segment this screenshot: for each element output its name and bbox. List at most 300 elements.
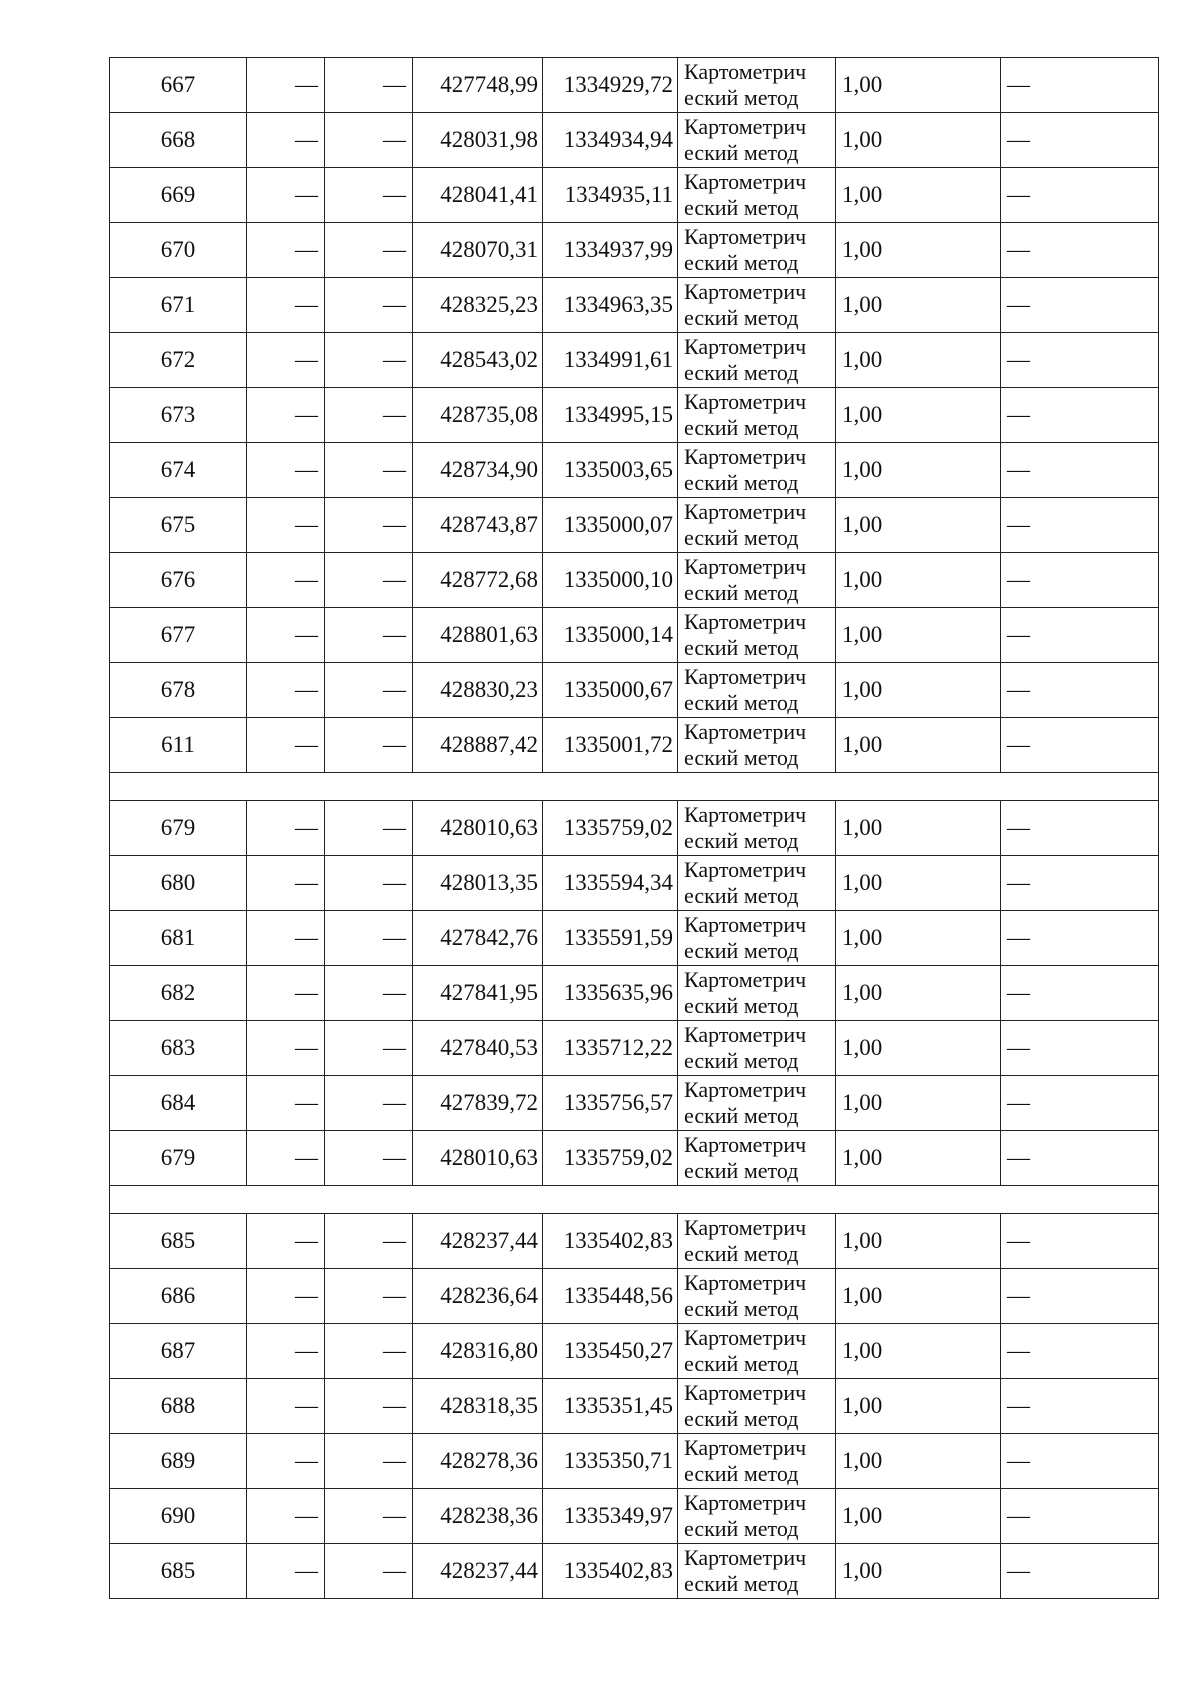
y-coordinate-cell: 1334991,61 [543,333,678,388]
x-coordinate-cell: 428070,31 [413,223,543,278]
method-line-1: Картометрич [684,967,807,992]
y-coordinate-cell: 1335759,02 [543,801,678,856]
accuracy-cell: 1,00 [836,223,1001,278]
empty-value-cell: — [247,911,325,966]
accuracy-cell: 1,00 [836,856,1001,911]
x-coordinate-cell: 428735,08 [413,388,543,443]
method-cell [678,1214,836,1269]
point-number-cell: 690 [110,1489,247,1544]
x-coordinate-cell: 428734,90 [413,443,543,498]
point-number-cell: 668 [110,113,247,168]
method-cell [678,333,836,388]
empty-value-cell: — [325,911,413,966]
method-line-1: Картометрич [684,444,807,469]
description-cell: — [1001,1544,1159,1599]
table-row [110,388,1159,443]
method-line-1: Картометрич [684,334,807,359]
method-line-1: Картометрич [684,169,807,194]
point-number-cell: 675 [110,498,247,553]
table-row [110,1269,1159,1324]
method-cell [678,966,836,1021]
method-cell [678,1489,836,1544]
x-coordinate-cell: 428830,23 [413,663,543,718]
method-cell [678,168,836,223]
method-line-2: еский метод [684,1158,799,1183]
empty-value-cell: — [247,333,325,388]
empty-value-cell: — [247,443,325,498]
point-number-cell: 677 [110,608,247,663]
point-number-cell: 674 [110,443,247,498]
description-cell: — [1001,1434,1159,1489]
point-number-cell: 667 [110,58,247,113]
empty-value-cell: — [247,1269,325,1324]
method-line-1: Картометрич [684,1490,807,1515]
method-cell [678,1324,836,1379]
method-line-2: еский метод [684,635,799,660]
method-cell [678,663,836,718]
empty-value-cell: — [247,168,325,223]
method-line-2: еский метод [684,938,799,963]
method-line-1: Картометрич [684,719,807,744]
y-coordinate-cell: 1335635,96 [543,966,678,1021]
accuracy-cell: 1,00 [836,1544,1001,1599]
method-cell [678,1269,836,1324]
description-cell: — [1001,278,1159,333]
empty-value-cell: — [325,1544,413,1599]
empty-value-cell: — [247,1544,325,1599]
description-cell: — [1001,663,1159,718]
table-row [110,1076,1159,1131]
description-cell: — [1001,1324,1159,1379]
group-separator-row [110,1186,1159,1214]
empty-value-cell: — [325,553,413,608]
method-cell [678,278,836,333]
x-coordinate-cell: 428887,42 [413,718,543,773]
x-coordinate-cell: 427841,95 [413,966,543,1021]
empty-value-cell: — [325,1214,413,1269]
method-line-1: Картометрич [684,59,807,84]
method-line-1: Картометрич [684,224,807,249]
empty-value-cell: — [247,553,325,608]
point-number-cell: 678 [110,663,247,718]
table-row [110,278,1159,333]
accuracy-cell: 1,00 [836,1434,1001,1489]
x-coordinate-cell: 428325,23 [413,278,543,333]
method-cell [678,1021,836,1076]
description-cell: — [1001,911,1159,966]
x-coordinate-cell: 428237,44 [413,1544,543,1599]
empty-value-cell: — [325,1021,413,1076]
point-number-cell: 681 [110,911,247,966]
method-line-1: Картометрич [684,499,807,524]
point-number-cell: 683 [110,1021,247,1076]
description-cell: — [1001,1076,1159,1131]
table-row [110,498,1159,553]
description-cell: — [1001,801,1159,856]
empty-value-cell: — [325,1269,413,1324]
method-line-1: Картометрич [684,1022,807,1047]
empty-value-cell: — [325,443,413,498]
empty-value-cell: — [325,168,413,223]
empty-value-cell: — [325,1131,413,1186]
method-line-2: еский метод [684,1461,799,1486]
method-line-2: еский метод [684,1048,799,1073]
y-coordinate-cell: 1335350,71 [543,1434,678,1489]
empty-value-cell: — [325,856,413,911]
method-cell [678,553,836,608]
accuracy-cell: 1,00 [836,1131,1001,1186]
empty-value-cell: — [247,1379,325,1434]
empty-value-cell: — [247,498,325,553]
method-line-2: еский метод [684,525,799,550]
empty-value-cell: — [325,718,413,773]
method-cell [678,1379,836,1434]
empty-value-cell: — [325,1076,413,1131]
method-line-1: Картометрич [684,802,807,827]
accuracy-cell: 1,00 [836,1269,1001,1324]
table-row [110,801,1159,856]
empty-value-cell: — [325,608,413,663]
empty-value-cell: — [247,1131,325,1186]
empty-value-cell: — [247,718,325,773]
group-separator-row [110,773,1159,801]
table-row [110,553,1159,608]
x-coordinate-cell: 428316,80 [413,1324,543,1379]
point-number-cell: 684 [110,1076,247,1131]
x-coordinate-cell: 428041,41 [413,168,543,223]
method-cell [678,388,836,443]
empty-value-cell: — [325,223,413,278]
table-row [110,1544,1159,1599]
x-coordinate-cell: 428010,63 [413,801,543,856]
empty-value-cell: — [247,1324,325,1379]
table-row [110,1214,1159,1269]
y-coordinate-cell: 1335450,27 [543,1324,678,1379]
table-row [110,966,1159,1021]
empty-value-cell: — [247,1434,325,1489]
method-line-2: еский метод [684,415,799,440]
y-coordinate-cell: 1335351,45 [543,1379,678,1434]
method-cell [678,58,836,113]
method-line-2: еский метод [684,195,799,220]
method-line-2: еский метод [684,1241,799,1266]
empty-value-cell: — [247,388,325,443]
point-number-cell: 685 [110,1544,247,1599]
x-coordinate-cell: 427840,53 [413,1021,543,1076]
method-line-2: еский метод [684,250,799,275]
point-number-cell: 679 [110,801,247,856]
method-line-1: Картометрич [684,664,807,689]
description-cell: — [1001,1131,1159,1186]
y-coordinate-cell: 1335591,59 [543,911,678,966]
table-row [110,1021,1159,1076]
empty-value-cell: — [247,1489,325,1544]
y-coordinate-cell: 1335448,56 [543,1269,678,1324]
method-line-1: Картометрич [684,554,807,579]
accuracy-cell: 1,00 [836,1076,1001,1131]
x-coordinate-cell: 428318,35 [413,1379,543,1434]
point-number-cell: 680 [110,856,247,911]
method-line-2: еский метод [684,883,799,908]
accuracy-cell: 1,00 [836,168,1001,223]
y-coordinate-cell: 1335756,57 [543,1076,678,1131]
empty-value-cell: — [325,966,413,1021]
point-number-cell: 679 [110,1131,247,1186]
y-coordinate-cell: 1335001,72 [543,718,678,773]
description-cell: — [1001,1379,1159,1434]
method-cell [678,911,836,966]
y-coordinate-cell: 1335000,10 [543,553,678,608]
empty-value-cell: — [247,856,325,911]
accuracy-cell: 1,00 [836,333,1001,388]
empty-value-cell: — [247,663,325,718]
method-cell [678,1544,836,1599]
coordinates-table [109,57,1159,1599]
accuracy-cell: 1,00 [836,553,1001,608]
empty-value-cell: — [247,223,325,278]
point-number-cell: 689 [110,1434,247,1489]
accuracy-cell: 1,00 [836,1214,1001,1269]
point-number-cell: 686 [110,1269,247,1324]
table-row [110,113,1159,168]
point-number-cell: 687 [110,1324,247,1379]
method-line-1: Картометрич [684,279,807,304]
y-coordinate-cell: 1334963,35 [543,278,678,333]
method-line-2: еский метод [684,305,799,330]
x-coordinate-cell: 427839,72 [413,1076,543,1131]
x-coordinate-cell: 428278,36 [413,1434,543,1489]
method-line-1: Картометрич [684,857,807,882]
method-line-2: еский метод [684,1516,799,1541]
empty-value-cell: — [325,1379,413,1434]
method-cell [678,856,836,911]
x-coordinate-cell: 428772,68 [413,553,543,608]
accuracy-cell: 1,00 [836,278,1001,333]
method-line-2: еский метод [684,993,799,1018]
y-coordinate-cell: 1335000,14 [543,608,678,663]
method-line-2: еский метод [684,360,799,385]
x-coordinate-cell: 428237,44 [413,1214,543,1269]
method-line-1: Картометрич [684,609,807,634]
method-line-1: Картометрич [684,1270,807,1295]
table-row [110,663,1159,718]
table-row [110,1489,1159,1544]
accuracy-cell: 1,00 [836,443,1001,498]
method-line-2: еский метод [684,85,799,110]
method-line-2: еский метод [684,1406,799,1431]
y-coordinate-cell: 1335594,34 [543,856,678,911]
method-line-1: Картометрич [684,1325,807,1350]
method-cell [678,1131,836,1186]
method-cell [678,113,836,168]
table-row [110,223,1159,278]
method-cell [678,443,836,498]
empty-value-cell: — [325,278,413,333]
separator-cell [110,1186,1159,1214]
x-coordinate-cell: 428238,36 [413,1489,543,1544]
x-coordinate-cell: 428031,98 [413,113,543,168]
method-line-1: Картометрич [684,1380,807,1405]
table-row [110,333,1159,388]
empty-value-cell: — [247,113,325,168]
description-cell: — [1001,498,1159,553]
method-line-1: Картометрич [684,1215,807,1240]
x-coordinate-cell: 428543,02 [413,333,543,388]
point-number-cell: 682 [110,966,247,1021]
y-coordinate-cell: 1335402,83 [543,1544,678,1599]
accuracy-cell: 1,00 [836,911,1001,966]
description-cell: — [1001,966,1159,1021]
accuracy-cell: 1,00 [836,58,1001,113]
point-number-cell: 671 [110,278,247,333]
empty-value-cell: — [325,498,413,553]
method-line-1: Картометрич [684,1077,807,1102]
point-number-cell: 670 [110,223,247,278]
table-row [110,168,1159,223]
method-line-1: Картометрич [684,114,807,139]
table-row [110,58,1159,113]
y-coordinate-cell: 1335003,65 [543,443,678,498]
description-cell: — [1001,1269,1159,1324]
y-coordinate-cell: 1335402,83 [543,1214,678,1269]
accuracy-cell: 1,00 [836,663,1001,718]
description-cell: — [1001,168,1159,223]
y-coordinate-cell: 1335712,22 [543,1021,678,1076]
description-cell: — [1001,1021,1159,1076]
y-coordinate-cell: 1335759,02 [543,1131,678,1186]
accuracy-cell: 1,00 [836,498,1001,553]
description-cell: — [1001,553,1159,608]
method-line-2: еский метод [684,140,799,165]
empty-value-cell: — [247,608,325,663]
separator-cell [110,773,1159,801]
y-coordinate-cell: 1335000,67 [543,663,678,718]
table-row [110,1379,1159,1434]
accuracy-cell: 1,00 [836,113,1001,168]
y-coordinate-cell: 1335000,07 [543,498,678,553]
point-number-cell: 672 [110,333,247,388]
accuracy-cell: 1,00 [836,1324,1001,1379]
description-cell: — [1001,113,1159,168]
empty-value-cell: — [247,58,325,113]
method-line-1: Картометрич [684,389,807,414]
empty-value-cell: — [247,966,325,1021]
y-coordinate-cell: 1334929,72 [543,58,678,113]
y-coordinate-cell: 1335349,97 [543,1489,678,1544]
empty-value-cell: — [325,1434,413,1489]
point-number-cell: 685 [110,1214,247,1269]
method-line-1: Картометрич [684,1545,807,1570]
y-coordinate-cell: 1334937,99 [543,223,678,278]
table-row [110,1131,1159,1186]
x-coordinate-cell: 427748,99 [413,58,543,113]
method-cell [678,801,836,856]
description-cell: — [1001,443,1159,498]
point-number-cell: 676 [110,553,247,608]
method-line-2: еский метод [684,1571,799,1596]
method-line-2: еский метод [684,1351,799,1376]
y-coordinate-cell: 1334935,11 [543,168,678,223]
accuracy-cell: 1,00 [836,1379,1001,1434]
empty-value-cell: — [247,1021,325,1076]
empty-value-cell: — [247,1076,325,1131]
description-cell: — [1001,856,1159,911]
method-cell [678,1434,836,1489]
description-cell: — [1001,58,1159,113]
point-number-cell: 669 [110,168,247,223]
empty-value-cell: — [247,1214,325,1269]
method-cell [678,223,836,278]
table-row [110,1434,1159,1489]
empty-value-cell: — [325,333,413,388]
description-cell: — [1001,608,1159,663]
description-cell: — [1001,1489,1159,1544]
empty-value-cell: — [325,801,413,856]
method-line-1: Картометрич [684,1132,807,1157]
empty-value-cell: — [247,801,325,856]
table-row [110,911,1159,966]
method-cell [678,1076,836,1131]
method-cell [678,718,836,773]
x-coordinate-cell: 428743,87 [413,498,543,553]
x-coordinate-cell: 428013,35 [413,856,543,911]
accuracy-cell: 1,00 [836,801,1001,856]
method-cell [678,608,836,663]
method-line-2: еский метод [684,580,799,605]
x-coordinate-cell: 428010,63 [413,1131,543,1186]
table-row [110,1324,1159,1379]
description-cell: — [1001,223,1159,278]
x-coordinate-cell: 428801,63 [413,608,543,663]
empty-value-cell: — [325,388,413,443]
point-number-cell: 688 [110,1379,247,1434]
method-line-1: Картометрич [684,1435,807,1460]
empty-value-cell: — [325,663,413,718]
method-line-2: еский метод [684,690,799,715]
table-row [110,856,1159,911]
empty-value-cell: — [247,278,325,333]
method-line-2: еский метод [684,828,799,853]
x-coordinate-cell: 428236,64 [413,1269,543,1324]
point-number-cell: 611 [110,718,247,773]
accuracy-cell: 1,00 [836,1489,1001,1544]
description-cell: — [1001,1214,1159,1269]
accuracy-cell: 1,00 [836,966,1001,1021]
empty-value-cell: — [325,1489,413,1544]
accuracy-cell: 1,00 [836,608,1001,663]
y-coordinate-cell: 1334934,94 [543,113,678,168]
accuracy-cell: 1,00 [836,718,1001,773]
x-coordinate-cell: 427842,76 [413,911,543,966]
description-cell: — [1001,388,1159,443]
point-number-cell: 673 [110,388,247,443]
method-line-2: еский метод [684,1103,799,1128]
empty-value-cell: — [325,58,413,113]
table-row [110,608,1159,663]
y-coordinate-cell: 1334995,15 [543,388,678,443]
empty-value-cell: — [325,113,413,168]
method-line-2: еский метод [684,470,799,495]
accuracy-cell: 1,00 [836,388,1001,443]
description-cell: — [1001,718,1159,773]
method-cell [678,498,836,553]
method-line-2: еский метод [684,745,799,770]
description-cell: — [1001,333,1159,388]
method-line-2: еский метод [684,1296,799,1321]
method-line-1: Картометрич [684,912,807,937]
empty-value-cell: — [325,1324,413,1379]
coordinates-table-body [110,58,1159,1599]
